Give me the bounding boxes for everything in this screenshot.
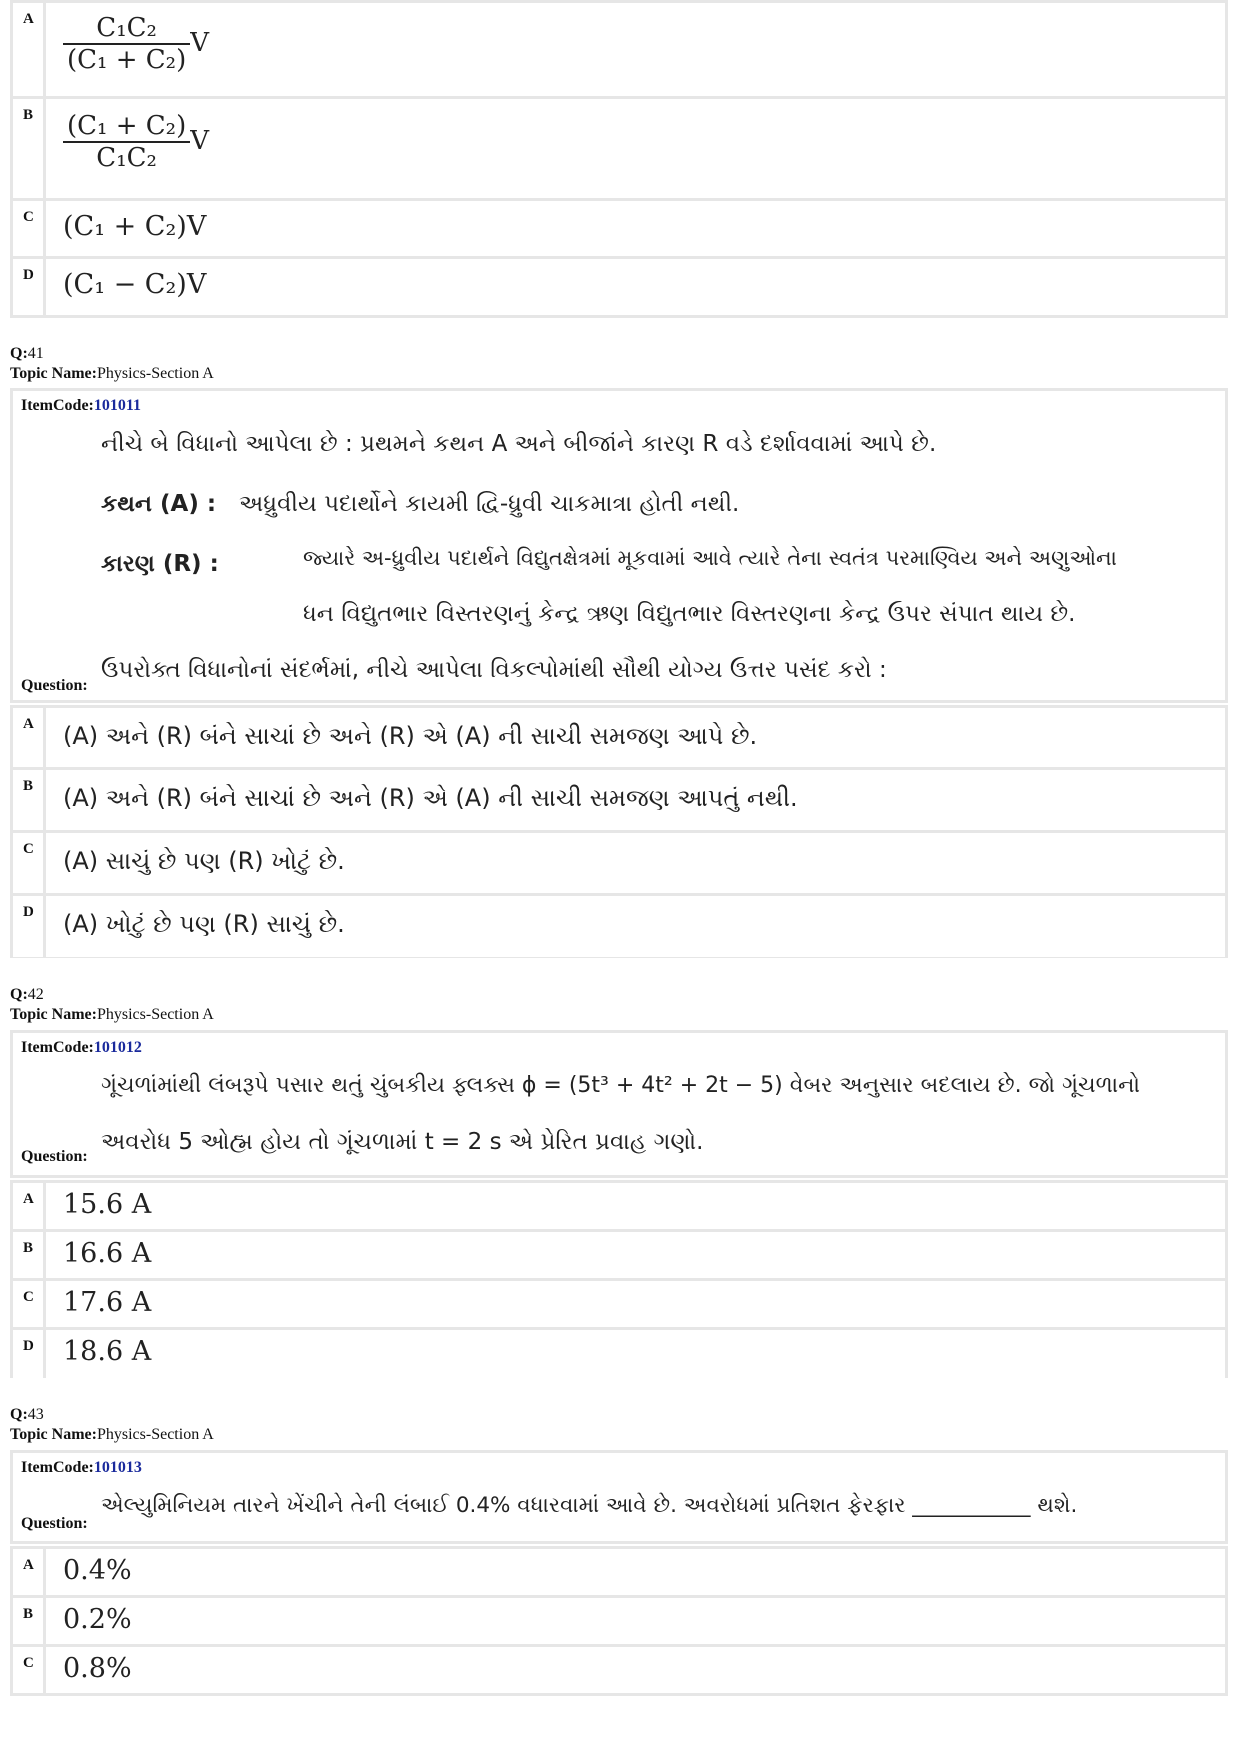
q42-option-c[interactable] bbox=[13, 1281, 1225, 1327]
option-letter: D bbox=[23, 267, 34, 283]
option-letter: B bbox=[23, 1240, 34, 1256]
q42-options bbox=[10, 1180, 1228, 1378]
option-letter: A bbox=[23, 1557, 34, 1573]
q41-option-a[interactable] bbox=[13, 708, 1225, 767]
question-text-line-2: અવરોધ 5 ઓહ્મ હોય તો ગૂંચળામાં t = 2 s એ પ્રેરિત પ્રવાહ ગણો. bbox=[101, 1129, 704, 1155]
q41-header bbox=[10, 344, 214, 384]
option-letter: C bbox=[23, 209, 34, 225]
option-text: 16.6 A bbox=[63, 1238, 152, 1269]
q42-option-a[interactable] bbox=[13, 1183, 1225, 1229]
assertion-text: અધ્રુવીય પદાર્થોને કાયમી દ્વિ-ધ્રુવી ચાકમાત્રા હોતી નથી. bbox=[239, 491, 740, 517]
statement-intro: નીચે બે વિધાનો આપેલા છે : પ્રથમને કથન A અને બીજાંને કારણ R વડે દર્શાવવામાં આપે છે. bbox=[101, 431, 937, 457]
reason-label: કારણ (R) : bbox=[101, 551, 219, 577]
q41-option-b[interactable] bbox=[13, 770, 1225, 830]
question-text: એલ્યુમિનિયમ તારને ખેંચીને તેની લંબાઈ 0.4% વધારવામાં આવે છે. અવરોધમાં પ્રતિશત ફેરફાર ___________ થશે. bbox=[101, 1493, 1078, 1518]
q43-header bbox=[10, 1405, 214, 1445]
option-text: (C₁ + C₂)V bbox=[63, 211, 207, 242]
topic-name: Topic Name:Physics-Section A bbox=[10, 365, 214, 382]
option-letter: D bbox=[23, 1338, 34, 1354]
option-text: (A) સાચું છે પણ (R) ખોટું છે. bbox=[63, 847, 345, 875]
q41-options bbox=[10, 705, 1228, 958]
q42-option-b[interactable] bbox=[13, 1232, 1225, 1278]
question-number: Q:42 bbox=[10, 986, 44, 1003]
q43-option-c[interactable] bbox=[13, 1647, 1225, 1693]
q42-question-box bbox=[10, 1030, 1228, 1178]
option-letter: B bbox=[23, 1606, 34, 1622]
q43-options bbox=[10, 1546, 1228, 1696]
question-text: ઉપરોક્ત વિધાનોનાં સંદર્ભમાં, નીચે આપેલા વિકલ્પોમાંથી સૌથી યોગ્ય ઉત્તર પસંદ કરો : bbox=[101, 657, 887, 683]
q42-header bbox=[10, 985, 214, 1025]
q40-option-c[interactable] bbox=[13, 201, 1225, 256]
option-text: 18.6 A bbox=[63, 1336, 152, 1367]
option-text: 15.6 A bbox=[63, 1189, 152, 1220]
option-letter: D bbox=[23, 904, 34, 920]
option-text: (A) અને (R) બંને સાચાં છે અને (R) એ (A) ની સાચી સમજણ આપતું નથી. bbox=[63, 784, 798, 812]
question-number: Q:41 bbox=[10, 345, 44, 362]
item-code: ItemCode:101013 bbox=[21, 1459, 142, 1476]
q41-option-d[interactable] bbox=[13, 896, 1225, 957]
q43-option-b[interactable] bbox=[13, 1598, 1225, 1644]
option-text: $\frac{\text{(C₁ + C₂)}}{\text{C₁C₂}}$ V bbox=[63, 111, 209, 173]
q40-option-a[interactable] bbox=[13, 3, 1225, 96]
option-text: 0.8% bbox=[63, 1653, 132, 1684]
option-letter: A bbox=[23, 11, 34, 27]
q43-question-box bbox=[10, 1450, 1228, 1544]
assertion-label: કથન (A) : bbox=[101, 491, 217, 517]
reason-text-2: ધન વિદ્યુતભાર વિસ્તરણનું કેન્દ્ર ઋણ વિદ્યુતભાર વિસ્તરણના કેન્દ્ર ઉપર સંપાત થાય છે. bbox=[303, 601, 1076, 627]
option-text: (A) ખોટું છે પણ (R) સાચું છે. bbox=[63, 910, 345, 938]
q40-option-b[interactable] bbox=[13, 99, 1225, 198]
option-text: $\frac{\text{C₁C₂}}{\text{(C₁ + C₂)}}$ V bbox=[63, 13, 209, 75]
topic-name: Topic Name:Physics-Section A bbox=[10, 1006, 214, 1023]
topic-name: Topic Name:Physics-Section A bbox=[10, 1426, 214, 1443]
option-letter: B bbox=[23, 107, 34, 123]
option-letter: A bbox=[23, 1191, 34, 1207]
question-number: Q:43 bbox=[10, 1406, 44, 1423]
option-text: (A) અને (R) બંને સાચાં છે અને (R) એ (A) ની સાચી સમજણ આપે છે. bbox=[63, 722, 758, 750]
q41-question-box bbox=[10, 388, 1228, 703]
item-code: ItemCode:101012 bbox=[21, 1039, 142, 1056]
question-text-line-1: ગૂંચળાંમાંથી લંબરૂપે પસાર થતું ચુંબકીય ફ્લક્સ ϕ = (5t³ + 4t² + 2t − 5) વેબર અનુસાર બદલાય છે. જો ગૂંચળાનો bbox=[101, 1073, 1141, 1098]
option-letter: B bbox=[23, 778, 34, 794]
option-text: (C₁ − C₂)V bbox=[63, 269, 207, 300]
option-text: 17.6 A bbox=[63, 1287, 152, 1318]
option-letter: C bbox=[23, 1655, 34, 1671]
question-label: Question: bbox=[21, 1515, 88, 1532]
question-label: Question: bbox=[21, 1148, 88, 1165]
q40-option-d[interactable] bbox=[13, 259, 1225, 315]
q40-options bbox=[10, 0, 1228, 318]
question-label: Question: bbox=[21, 677, 88, 694]
option-letter: C bbox=[23, 1289, 34, 1305]
q41-option-c[interactable] bbox=[13, 833, 1225, 893]
item-code: ItemCode:101011 bbox=[21, 397, 141, 414]
option-text: 0.2% bbox=[63, 1604, 132, 1635]
option-letter: C bbox=[23, 841, 34, 857]
q43-option-a[interactable] bbox=[13, 1549, 1225, 1595]
q42-option-d[interactable] bbox=[13, 1330, 1225, 1378]
option-text: 0.4% bbox=[63, 1555, 132, 1586]
option-letter: A bbox=[23, 716, 34, 732]
reason-text-1: જ્યારે અ-ધ્રુવીય પદાર્થને વિદ્યુતક્ષેત્રમાં મૂકવામાં આવે ત્યારે તેના સ્વતંત્ર પરમાણ્વિય અને અણુઓના bbox=[303, 546, 1117, 570]
